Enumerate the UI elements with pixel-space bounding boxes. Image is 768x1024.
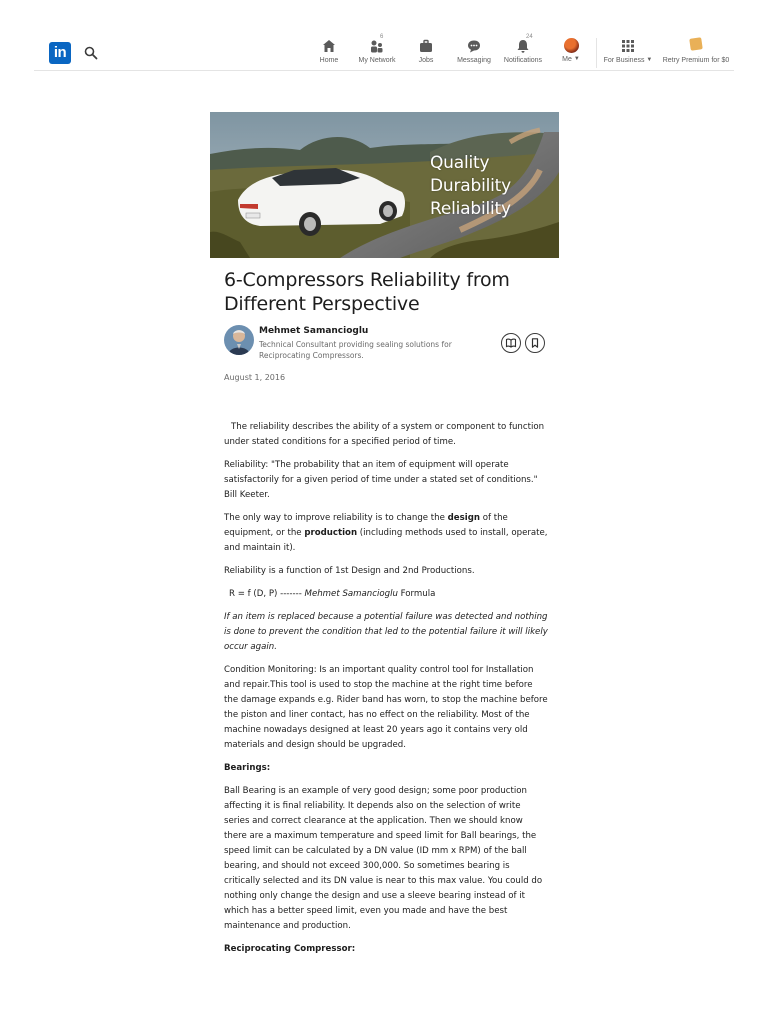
nav-home[interactable] (316, 38, 342, 68)
author-name[interactable]: Mehmet Samancioglu (259, 326, 369, 336)
paragraph-ball-bearing: Ball Bearing is an example of very good design; some poor production affecting it is final reliability. It depends also on the selection of write series and correct clearance at the application. Then we should know there are a maximum temperature and speed limit for Ball bearings, the speed limit can be calculated by a DN value (ID mm x RPM) of the ball bearing, and should not exceed 300,000. So sometimes bearing is critically selected and its DN value is near to this max value. You could do nothing only change the design and use a sleeve bearing instead of it which has a better speed limit, even you made and have the best maintenance and production. (224, 786, 543, 931)
nav-for-business[interactable] (602, 38, 654, 68)
chevron-down-icon: ▼ (646, 57, 653, 63)
cover-overlay-text (430, 152, 511, 221)
formula-line: R = f (D, P) ------- Mehmet Samancioglu Formula (229, 589, 436, 599)
nav-premium[interactable] (660, 38, 732, 68)
nav-bottom-border (34, 70, 734, 71)
author-headline: Technical Consultant providing sealing solutions for Reciprocating Compressors. (259, 340, 452, 360)
cover-line-quality: Quality (430, 153, 490, 173)
emphasis-design: design (447, 513, 480, 523)
nav-for-business-label: For Business (603, 57, 645, 64)
linkedin-logo[interactable]: in (49, 42, 71, 64)
nav-premium-label: Retry Premium for $0 (662, 57, 730, 64)
nav-me[interactable] (558, 38, 584, 68)
nav-home-label: Home (319, 57, 339, 64)
network-icon (369, 38, 385, 54)
paragraph-3: The only way to improve reliability is to change the design of the equipment, or the production (including methods used to install, operate, and maintain it). (224, 513, 548, 553)
home-icon (321, 38, 337, 54)
grid-icon (620, 38, 636, 54)
cover-line-reliability: Reliability (430, 199, 511, 219)
nav-jobs[interactable] (414, 38, 438, 68)
nav-my-network[interactable] (355, 34, 399, 68)
network-count-badge: 6 (380, 34, 384, 40)
article-title: 6-Compressors Reliability from Different Perspective (224, 269, 510, 315)
nav-notifications-label: Notifications (503, 57, 543, 64)
article-cover-image (210, 112, 559, 258)
paragraph-4: Reliability is a function of 1st Design and 2nd Productions. (224, 566, 475, 576)
save-article-button[interactable] (525, 333, 545, 353)
chevron-down-icon: ▼ (573, 56, 580, 62)
reading-mode-button[interactable] (501, 333, 521, 353)
nav-messaging-label: Messaging (457, 57, 491, 64)
cover-line-durability: Durability (430, 176, 511, 196)
publish-date: August 1, 2016 (224, 373, 286, 382)
nav-jobs-label: Jobs (418, 57, 434, 64)
avatar (564, 38, 579, 53)
paragraph-2: Reliability: "The probability that an item of equipment will operate satisfactorily for a given period of time under a stated set of conditions." Bill Keeter. (224, 460, 538, 500)
search-icon[interactable] (84, 46, 98, 60)
heading-reciprocating-compressor: Reciprocating Compressor: (224, 944, 356, 954)
bookmark-icon (529, 337, 541, 349)
paragraph-1: The reliability describes the ability of a system or component to function under stated conditions for a specified period of time. (224, 422, 545, 447)
bell-icon (515, 38, 531, 54)
premium-icon (689, 37, 703, 51)
emphasis-production: production (304, 528, 358, 538)
chat-icon (466, 38, 482, 54)
nav-messaging[interactable] (456, 38, 492, 68)
notifications-count-badge: 24 (526, 34, 533, 40)
nav-divider (596, 38, 597, 68)
author-avatar[interactable] (224, 325, 254, 355)
top-navigation (0, 0, 768, 71)
nav-me-label: Me (562, 56, 572, 63)
nav-notifications[interactable] (501, 34, 545, 68)
author-photo-image (224, 325, 254, 355)
open-book-icon (505, 337, 517, 349)
heading-bearings: Bearings: (224, 763, 271, 773)
formula-author: Mehmet Samancioglu (304, 589, 398, 599)
briefcase-icon (418, 38, 434, 54)
nav-my-network-label: My Network (358, 57, 396, 64)
paragraph-italic-note: If an item is replaced because a potential failure was detected and nothing is done to prevent the condition that led to the potential failure it will likely occur again. (224, 612, 548, 652)
article-body (224, 420, 548, 965)
paragraph-condition-monitoring: Condition Monitoring: Is an important quality control tool for Installation and repair.This tool is used to stop the machine at the right time before the damage expands e.g. Rider band has worn, to stop the machine before the piston and liner contact, has no effect on the reliability. Most of the machine nowadays designed at least 20 years ago it contains very old materials and design should be upgraded. (224, 665, 548, 750)
